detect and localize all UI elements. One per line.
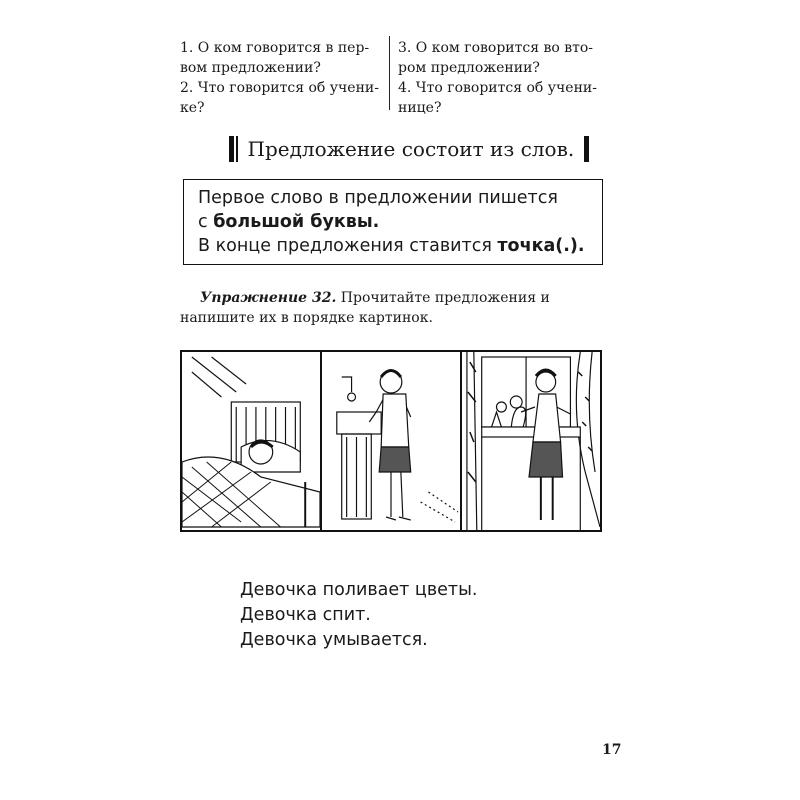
question-line: 1. О ком говорится в пер- bbox=[180, 40, 370, 56]
question-line: 3. О ком говорится во вто- bbox=[398, 40, 594, 56]
exercise-instruction bbox=[180, 288, 610, 328]
sentence-line: Девочка поливает цветы. bbox=[240, 580, 478, 600]
rule-statement bbox=[229, 136, 589, 162]
question-line: вом предложении? bbox=[180, 60, 321, 76]
rule-bar-right bbox=[584, 136, 589, 162]
rule-text: Предложение состоит из слов. bbox=[247, 137, 575, 161]
rule-box bbox=[183, 179, 603, 265]
question-line: ке? bbox=[180, 100, 205, 116]
girl-watering-flowers-illustration bbox=[462, 352, 600, 530]
page-number: 17 bbox=[602, 742, 622, 758]
girl-sleeping-illustration bbox=[182, 352, 322, 530]
column-divider bbox=[389, 36, 390, 110]
sentences-list bbox=[240, 578, 478, 653]
rule-box-bold: точка(.). bbox=[497, 236, 585, 256]
rule-box-line-1: Первое слово в предложении пишется bbox=[198, 188, 558, 208]
exercise-text: Прочитайте предложения и напишите их в порядке картинок. bbox=[180, 290, 550, 326]
questions-right bbox=[398, 38, 610, 118]
rule-bar-left bbox=[229, 136, 234, 162]
rule-box-line-3 bbox=[198, 234, 602, 258]
question-line: 2. Что говорится об учени- bbox=[180, 80, 379, 96]
question-line: нице? bbox=[398, 100, 442, 116]
questions-left bbox=[180, 38, 386, 118]
girl-washing-illustration bbox=[322, 352, 462, 530]
rule-box-text: с bbox=[198, 212, 214, 232]
question-line: ром предложении? bbox=[398, 60, 540, 76]
exercise-title: Упражнение 32. bbox=[200, 290, 337, 306]
rule-box-line-2 bbox=[198, 210, 602, 234]
picture-strip bbox=[180, 350, 602, 532]
sentence-line: Девочка умывается. bbox=[240, 630, 428, 650]
sentence-line: Девочка спит. bbox=[240, 605, 371, 625]
question-line: 4. Что говорится об учени- bbox=[398, 80, 597, 96]
rule-box-bold: большой буквы. bbox=[213, 212, 380, 232]
rule-box-text: В конце предложения ставится bbox=[198, 236, 498, 256]
